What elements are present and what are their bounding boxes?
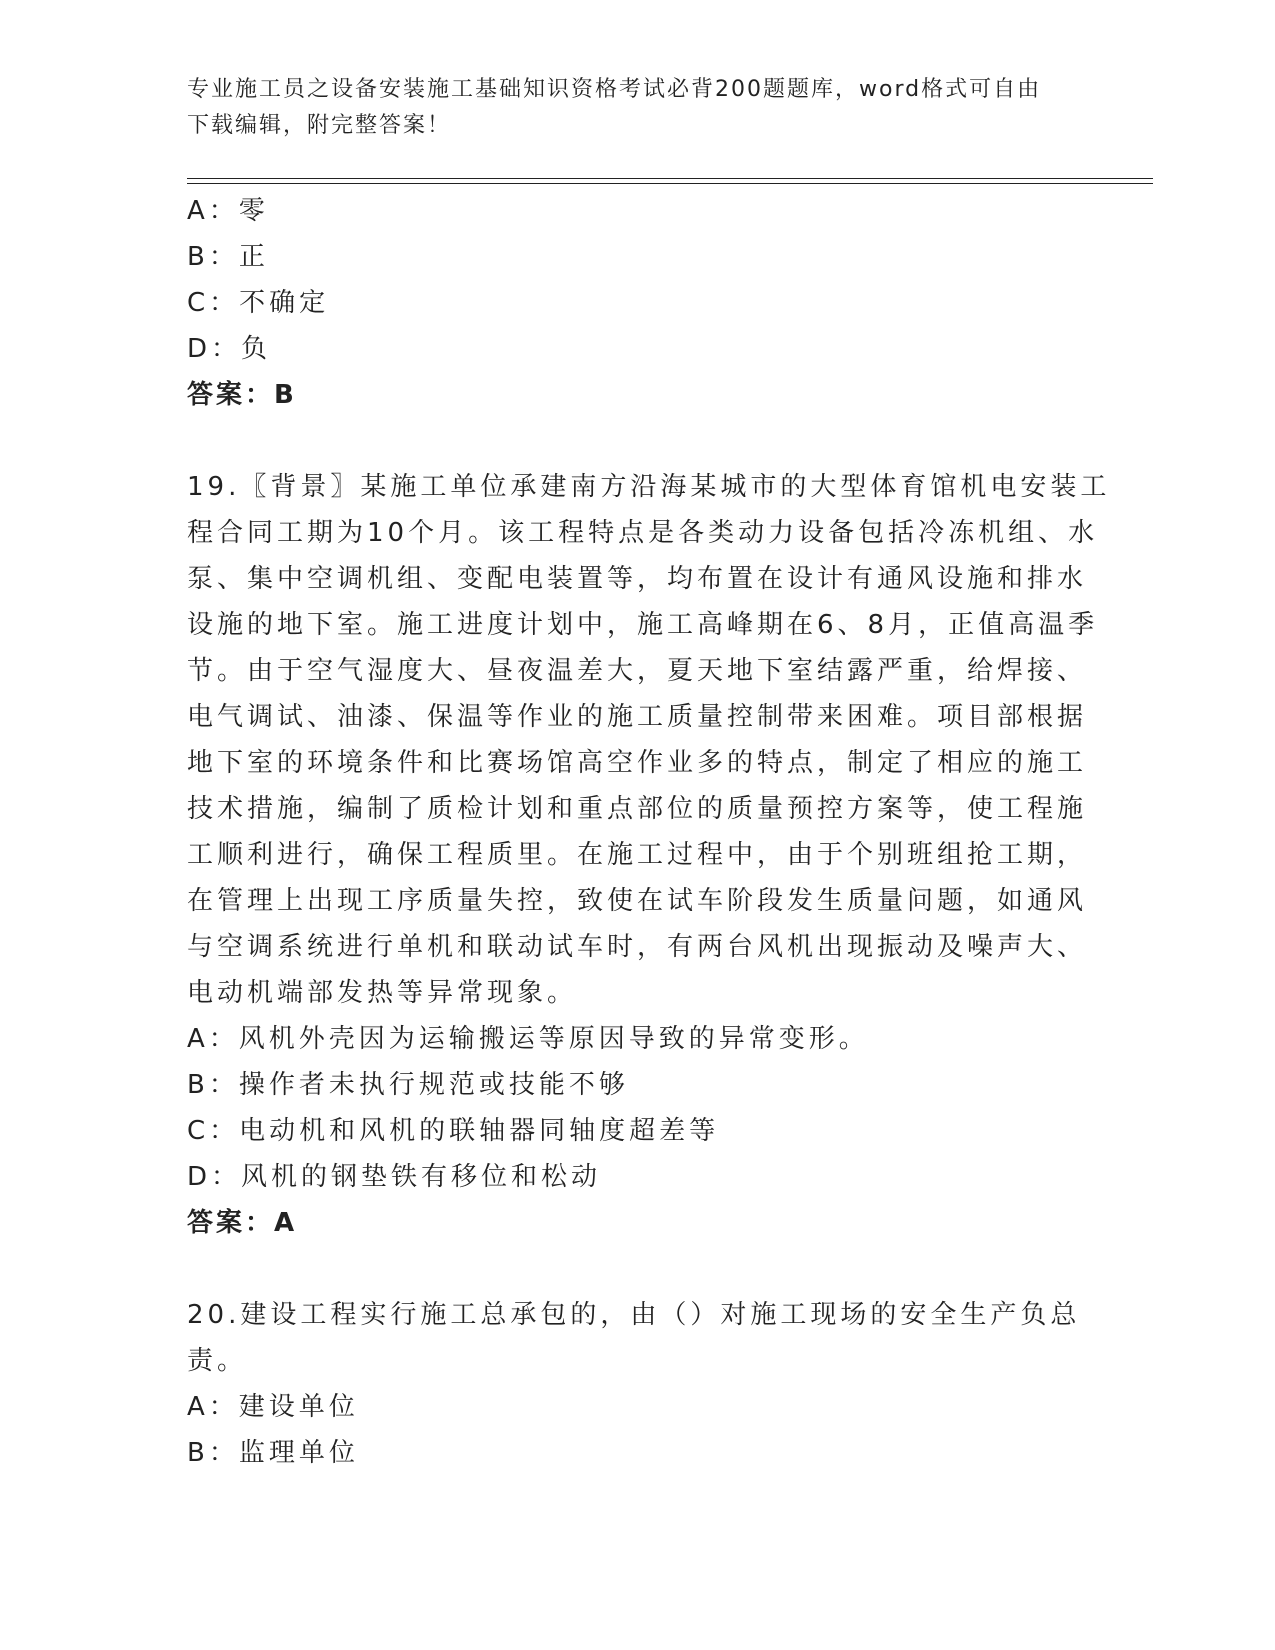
question-stem (187, 464, 1111, 1016)
stem-line: 电动机端部发热等异常现象。 (187, 978, 578, 1008)
stem-line: 泵、集中空调机组、变配电装置等，均布置在设计有通风设施和排水 (187, 564, 1088, 594)
stem-line: 责。 (187, 1346, 248, 1376)
spacer (187, 1246, 1087, 1292)
header-divider-top (187, 178, 1153, 179)
document-header (187, 72, 1067, 144)
option-a: A：风机外壳因为运输搬运等原因导致的异常变形。 (187, 1024, 869, 1054)
stem-line: 在管理上出现工序质量失控，致使在试车阶段发生质量问题，如通风 (187, 886, 1088, 916)
stem-line: 地下室的环境条件和比赛场馆高空作业多的特点，制定了相应的施工 (187, 748, 1088, 778)
answer-text: 答案：A (187, 1208, 298, 1238)
header-line-2: 下载编辑，附完整答案！ (187, 113, 452, 138)
stem-line: 20.建设工程实行施工总承包的，由（）对施工现场的安全生产负总 (187, 1300, 1081, 1330)
question-20 (187, 1292, 1087, 1476)
stem-line: 电气调试、油漆、保温等作业的施工质量控制带来困难。项目部根据 (187, 702, 1088, 732)
question-18 (187, 188, 1087, 418)
option-d: D：风机的钢垫铁有移位和松动 (187, 1162, 602, 1192)
question-19 (187, 464, 1111, 1246)
question-content (187, 188, 1111, 1476)
stem-line: 设施的地下室。施工进度计划中，施工高峰期在6、8月，正值高温季 (187, 610, 1099, 640)
option-b: B：操作者未执行规范或技能不够 (187, 1070, 629, 1100)
stem-line: 节。由于空气湿度大、昼夜温差大，夏天地下室结露严重，给焊接、 (187, 656, 1088, 686)
option-b: B：正 (187, 242, 269, 272)
option-b: B：监理单位 (187, 1438, 359, 1468)
stem-line: 程合同工期为10个月。该工程特点是各类动力设备包括冷冻机组、水 (187, 518, 1099, 548)
stem-line: 19.〖背景〗某施工单位承建南方沿海某城市的大型体育馆机电安装工 (187, 472, 1111, 502)
header-divider-bottom (187, 183, 1153, 184)
stem-line: 工顺利进行，确保工程质里。在施工过程中，由于个别班组抢工期， (187, 840, 1088, 870)
stem-line: 与空调系统进行单机和联动试车时，有两台风机出现振动及噪声大、 (187, 932, 1088, 962)
option-a: A：建设单位 (187, 1392, 359, 1422)
stem-line: 技术措施，编制了质检计划和重点部位的质量预控方案等，使工程施 (187, 794, 1088, 824)
option-d: D：负 (187, 334, 272, 364)
header-line-1: 专业施工员之设备安装施工基础知识资格考试必背200题题库，word格式可自由 (187, 77, 1042, 102)
spacer (187, 418, 1087, 464)
option-c: C：电动机和风机的联轴器同轴度超差等 (187, 1116, 720, 1146)
question-stem (187, 1292, 1087, 1384)
option-c: C：不确定 (187, 288, 330, 318)
answer-text: 答案：B (187, 380, 297, 410)
option-a: A：零 (187, 196, 269, 226)
